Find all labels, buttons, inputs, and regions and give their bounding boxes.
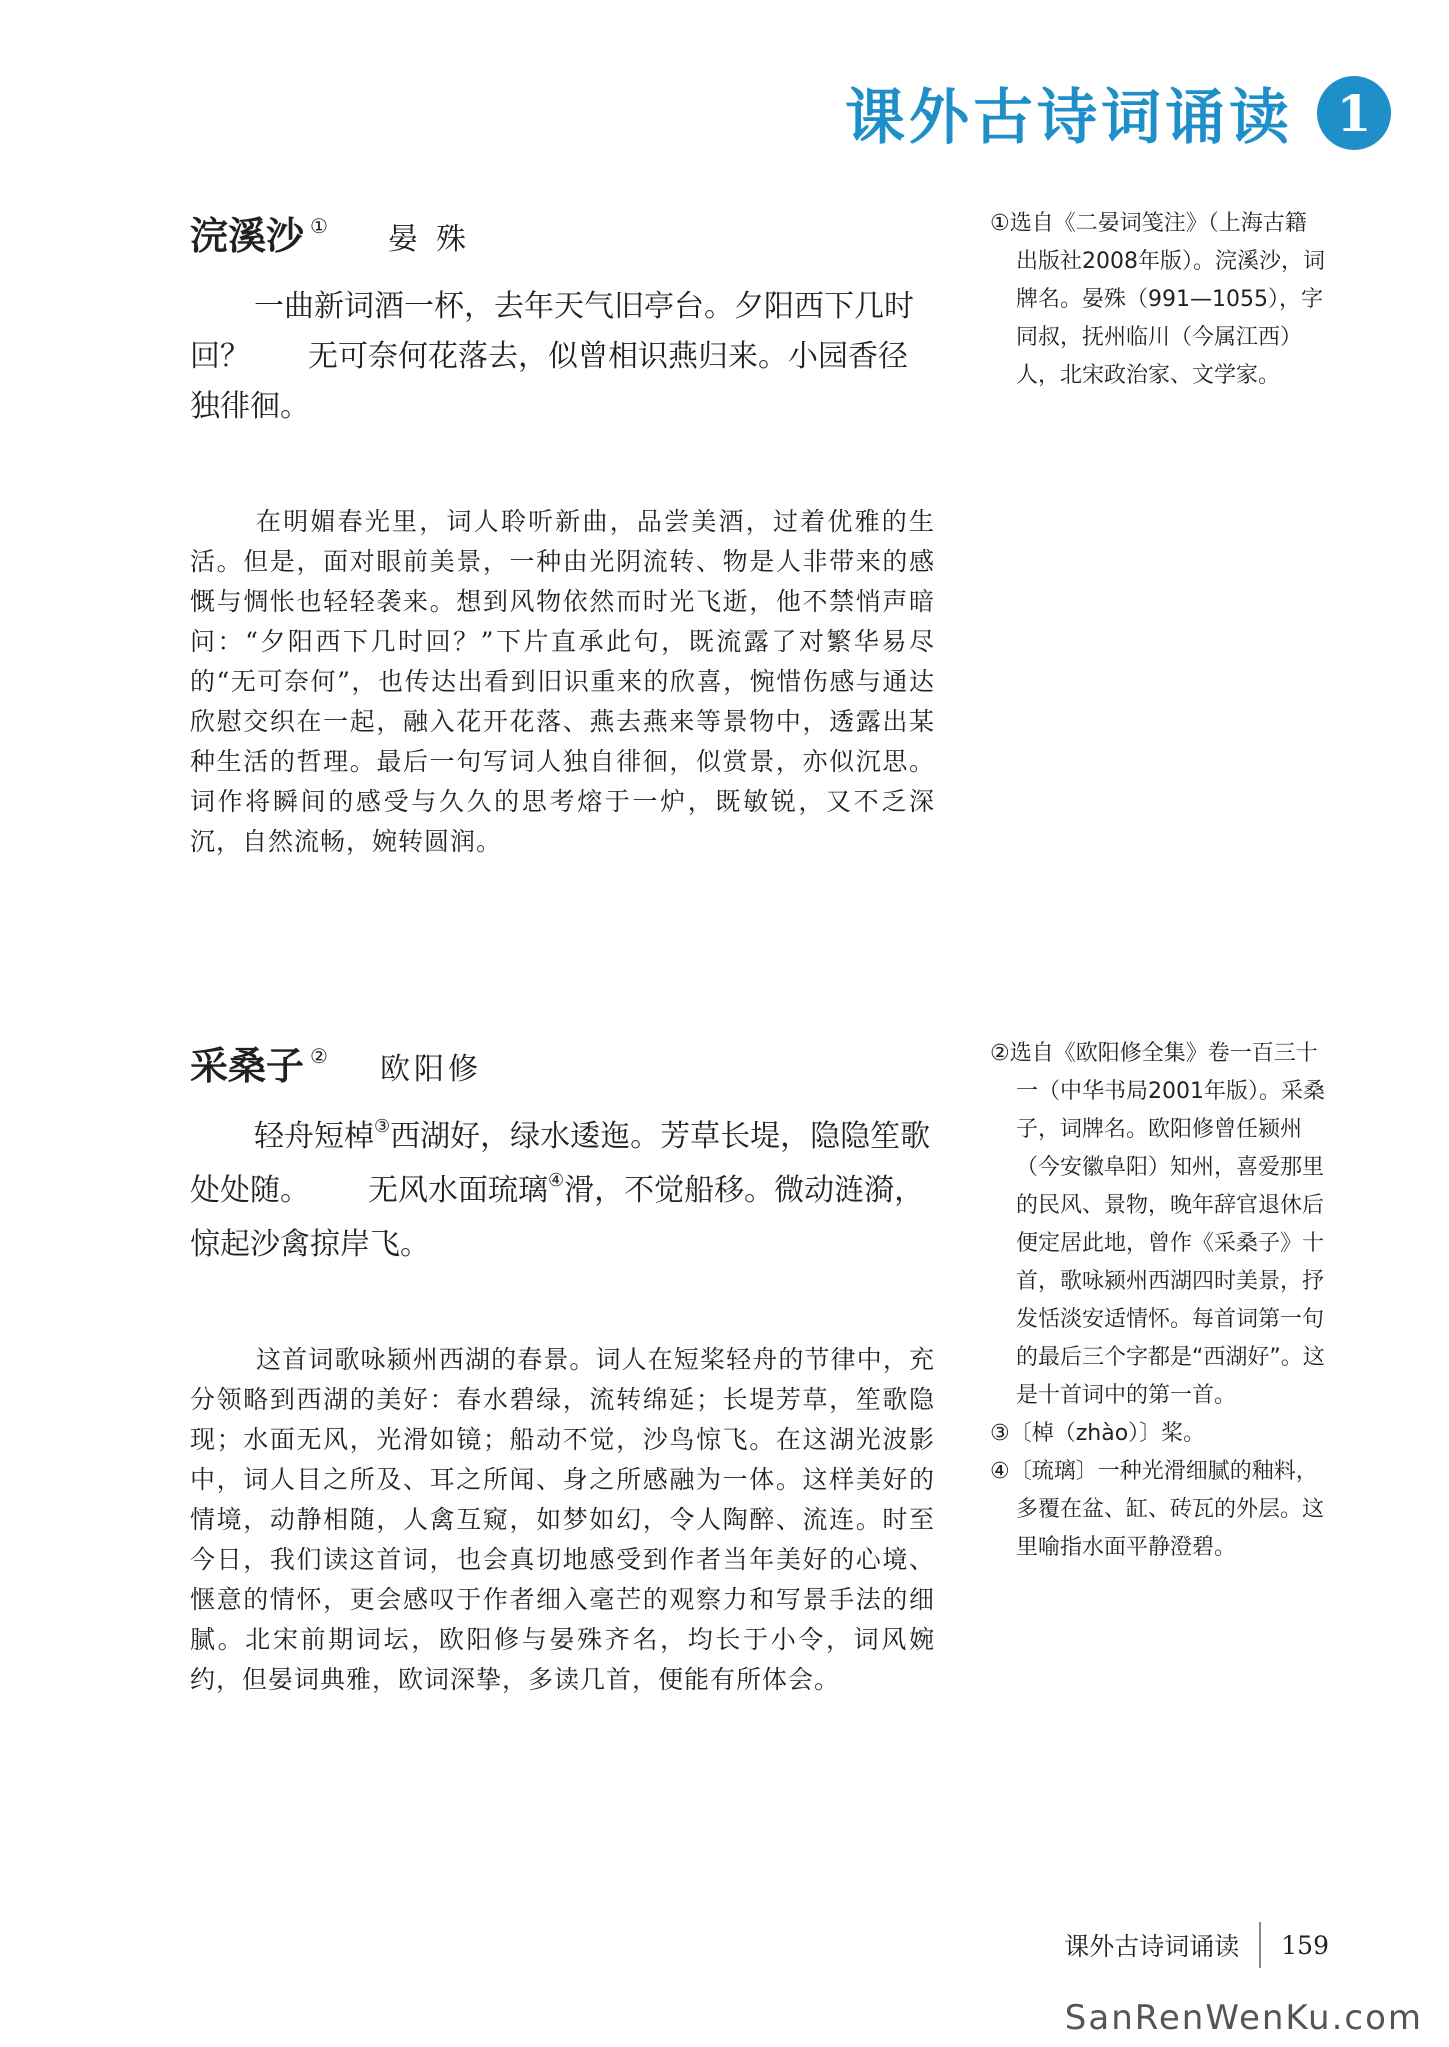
page-header [845, 70, 1391, 156]
poem-2-upper-stanza-b: 西湖好，绿水逶迤。芳草长堤，隐隐笙歌处处随。 [190, 1119, 931, 1208]
poem-2-upper-stanza-a: 轻舟短棹 [254, 1119, 374, 1154]
poem-2-title: 采桑子 [190, 1043, 305, 1088]
poem-2-footnotes [990, 1035, 1328, 1567]
poem-1-upper-stanza: 一曲新词酒一杯，去年天气旧亭台。夕阳西下几时回？ [190, 289, 914, 374]
poem-1-commentary: 在明媚春光里，词人聆听新曲，品尝美酒，过着优雅的生活。但是，面对眼前美景，一种由光阴流转、物是人非带来的感慨与惆怅也轻轻袭来。想到风物依然而时光飞逝，他不禁悄声暗问：“夕阳西下几时回？”下片直承此句，既流露了对繁华易尽的“无可奈何”，也传达出看到旧识重来的欣喜，惋惜伤感与通达欣慰交织在一起，融入花开花落、燕去燕来等景物中，透露出某种生活的哲理。最后一句写词人独自徘徊，似赏景，亦似沉思。词作将瞬间的感受与久久的思考熔于一炉，既敏锐，又不乏深沉，自然流畅，婉转圆润。 [190, 507, 935, 856]
footnote-1: ①选自《二晏词笺注》（上海古籍出版社2008年版）。浣溪沙，词牌名。晏殊（991—1055），字同叔，抚州临川（今属江西）人，北宋政治家、文学家。 [990, 211, 1325, 388]
poem-2-heading [190, 1035, 935, 1090]
poem-1-footnotes [990, 205, 1328, 395]
poem-2-author: 欧阳修 [379, 1052, 482, 1087]
poem-1-author: 晏殊 [387, 222, 484, 257]
poem-1 [190, 205, 935, 862]
poem-1-title: 浣溪沙 [190, 213, 305, 258]
poem-1-note-mark: ① [310, 214, 328, 238]
poem-2-note-mark: ② [310, 1044, 328, 1068]
footer-divider [1259, 1922, 1261, 1968]
poem-2-note-3-mark: ③ [374, 1116, 391, 1137]
poem-2-lower-stanza-a: 无风水面琉璃 [368, 1173, 548, 1208]
section-number-badge: 1 [1317, 76, 1391, 150]
footnote-2: ②选自《欧阳修全集》卷一百三十一（中华书局2001年版）。采桑子，词牌名。欧阳修曾任颍州（今安徽阜阳）知州，喜爱那里的民风、景物，晚年辞官退休后便定居此地，曾作《采桑子》十首，歌咏颍州西湖四时美景，抒发恬淡安适情怀。每首词第一句的最后三个字都是“西湖好”。这是十首词中的第一首。 [990, 1041, 1325, 1408]
poem-2-commentary: 这首词歌咏颍州西湖的春景。词人在短桨轻舟的节律中，充分领略到西湖的美好：春水碧绿，流转绵延；长堤芳草，笙歌隐现；水面无风，光滑如镜；船动不觉，沙鸟惊飞。在这湖光波影中，词人目之所及、耳之所闻、身之所感融为一体。这样美好的情境，动静相随，人禽互窥，如梦如幻，令人陶醉、流连。时至今日，我们读这首词，也会真切地感受到作者当年美好的心境、惬意的情怀，更会感叹于作者细入毫芒的观察力和写景手法的细腻。北宋前期词坛，欧阳修与晏殊齐名，均长于小令，词风婉约，但晏词典雅，欧词深挚，多读几首，便能有所体会。 [190, 1345, 935, 1694]
page-footer [1064, 1922, 1329, 1968]
poem-1-heading [190, 205, 935, 260]
poem-2-note-4-mark: ④ [548, 1170, 565, 1191]
watermark: SanRenWenKu.com [1064, 1998, 1423, 2038]
poem-1-lower-stanza: 无可奈何花落去，似曾相识燕归来。小园香径独徘徊。 [190, 339, 908, 424]
footnote-4: ④〔琉璃〕一种光滑细腻的釉料，多覆在盆、缸、砖瓦的外层。这里喻指水面平静澄碧。 [990, 1459, 1325, 1560]
poem-2-lower-stanza-b: 滑，不觉船移。微动涟漪，惊起沙禽掠岸飞。 [190, 1173, 925, 1262]
footnote-3: ③〔棹（zhào）〕桨。 [990, 1421, 1206, 1446]
footer-section-label: 课外古诗词诵读 [1064, 1932, 1240, 1961]
poem-1-text [190, 282, 935, 432]
poem-2-text [190, 1112, 935, 1270]
poem-2 [190, 1035, 935, 1700]
section-title: 课外古诗词诵读 [845, 83, 1293, 153]
page-number: 159 [1281, 1930, 1329, 1960]
